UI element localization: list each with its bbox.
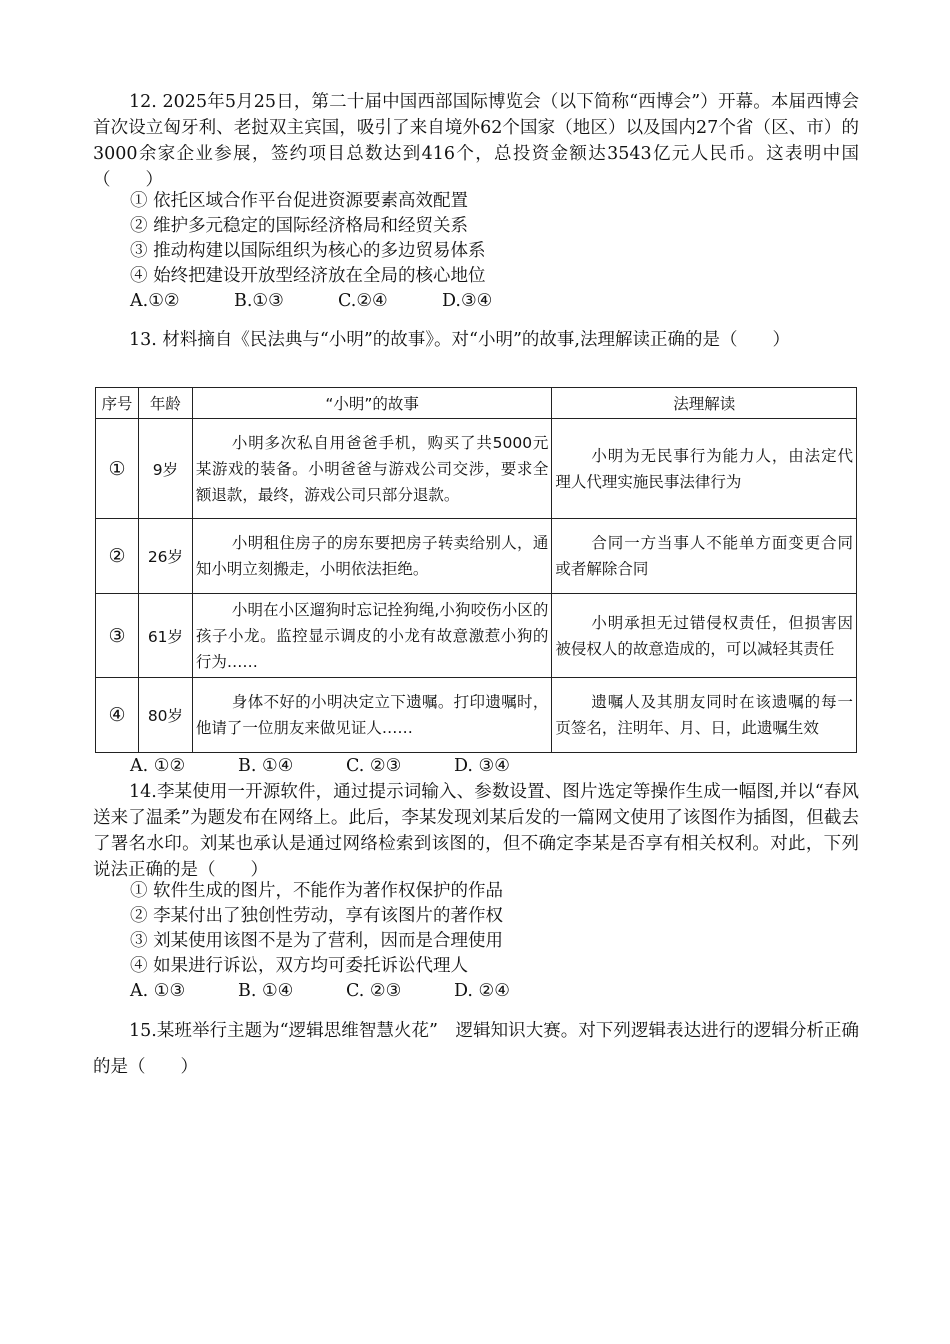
q14-stem: 14.李某使用一开源软件，通过提示词输入、参数设置、图片选定等操作生成一幅图,并以“春风送来了温柔”为题发布在网络上。此后，李某发现刘某后发的一篇网文使用了该图作为插图，但截去了署名水印。刘某也承认是通过网络检索到该图的，但不确定李某是否享有相关权利。对此，下列说法正确的是（ ） (93, 782, 859, 880)
q13-table (95, 387, 857, 753)
q12-option-c[interactable]: C.②④ (338, 291, 388, 311)
header-story: “小明”的故事 (192, 388, 551, 419)
q14-item-1: ① 软件生成的图片，不能作为著作权保护的作品 (130, 881, 504, 901)
q12-item-2: ② 维护多元稳定的国际经济格局和经贸关系 (130, 216, 469, 236)
q14-options (130, 978, 510, 1004)
q12-stem: 12. 2025年5月25日，第二十届中国西部国际博览会（以下简称“西博会”）开幕。本届西博会首次设立匈牙利、老挝双主宾国，吸引了来自境外62个国家（地区）以及国内27个省（区、市）的3000余家企业参展，签约项目总数达到416个，总投资金额达3543亿元人民币。这表明中国（ ） (93, 92, 859, 190)
row-num: ① (96, 419, 139, 519)
row-law: 遗嘱人及其朋友同时在该遗嘱的每一页签名，注明年、月、日，此遗嘱生效 (552, 678, 857, 753)
q13-option-d[interactable]: D. ③④ (454, 756, 510, 776)
q14-option-d[interactable]: D. ②④ (454, 981, 510, 1001)
q12-options (130, 288, 492, 314)
table-row (96, 678, 857, 753)
table-row (96, 519, 857, 594)
q14-item-3: ③ 刘某使用该图不是为了营利，因而是合理使用 (130, 931, 504, 951)
q12-option-d[interactable]: D.③④ (442, 291, 493, 311)
table-row (96, 419, 857, 519)
q12-option-b[interactable]: B.①③ (234, 291, 284, 311)
q14-option-b[interactable]: B. ①④ (238, 981, 294, 1001)
row-law: 合同一方当事人不能单方面变更合同或者解除合同 (552, 519, 857, 594)
q13-option-c[interactable]: C. ②③ (346, 756, 402, 776)
row-story: 小明在小区遛狗时忘记拴狗绳,小狗咬伤小区的孩子小龙。监控显示调皮的小龙有故意激惹小狗的行为…… (192, 594, 551, 678)
q14-option-a[interactable]: A. ①③ (130, 981, 186, 1001)
row-law: 小明承担无过错侵权责任，但损害因被侵权人的故意造成的，可以减轻其责任 (552, 594, 857, 678)
q13-options (130, 753, 510, 779)
row-num: ② (96, 519, 139, 594)
header-num: 序号 (96, 388, 139, 419)
header-age: 年龄 (138, 388, 192, 419)
q13-option-a[interactable]: A. ①② (130, 756, 186, 776)
row-num: ④ (96, 678, 139, 753)
row-story: 小明多次私自用爸爸手机，购买了共5000元某游戏的装备。小明爸爸与游戏公司交涉，要求全额退款，最终，游戏公司只部分退款。 (192, 419, 551, 519)
q12-option-a[interactable]: A.①② (130, 291, 180, 311)
q13-option-b[interactable]: B. ①④ (238, 756, 294, 776)
q15-stem: 15.某班举行主题为“逻辑思维智慧火花” 逻辑知识大赛。对下列逻辑表达进行的逻辑分析正确的是（ ） (93, 1021, 859, 1077)
q13-stem: 13. 材料摘自《民法典与“小明”的故事》。对“小明”的故事,法理解读正确的是（ ） (129, 330, 790, 350)
q12-item-1: ① 依托区域合作平台促进资源要素高效配置 (130, 191, 469, 211)
table-header-row (96, 388, 857, 419)
header-law: 法理解读 (552, 388, 857, 419)
row-age: 80岁 (138, 678, 192, 753)
table-row (96, 594, 857, 678)
q12-item-4: ④ 始终把建设开放型经济放在全局的核心地位 (130, 266, 486, 286)
row-age: 26岁 (138, 519, 192, 594)
q14-option-c[interactable]: C. ②③ (346, 981, 402, 1001)
q14-item-2: ② 李某付出了独创性劳动，享有该图片的著作权 (130, 906, 504, 926)
row-age: 9岁 (138, 419, 192, 519)
q12-item-3: ③ 推动构建以国际组织为核心的多边贸易体系 (130, 241, 486, 261)
row-num: ③ (96, 594, 139, 678)
row-story: 身体不好的小明决定立下遗嘱。打印遗嘱时，他请了一位朋友来做见证人…… (192, 678, 551, 753)
row-story: 小明租住房子的房东要把房子转卖给别人，通知小明立刻搬走，小明依法拒绝。 (192, 519, 551, 594)
q14-item-4: ④ 如果进行诉讼，双方均可委托诉讼代理人 (130, 956, 469, 976)
row-age: 61岁 (138, 594, 192, 678)
row-law: 小明为无民事行为能力人，由法定代理人代理实施民事法律行为 (552, 419, 857, 519)
